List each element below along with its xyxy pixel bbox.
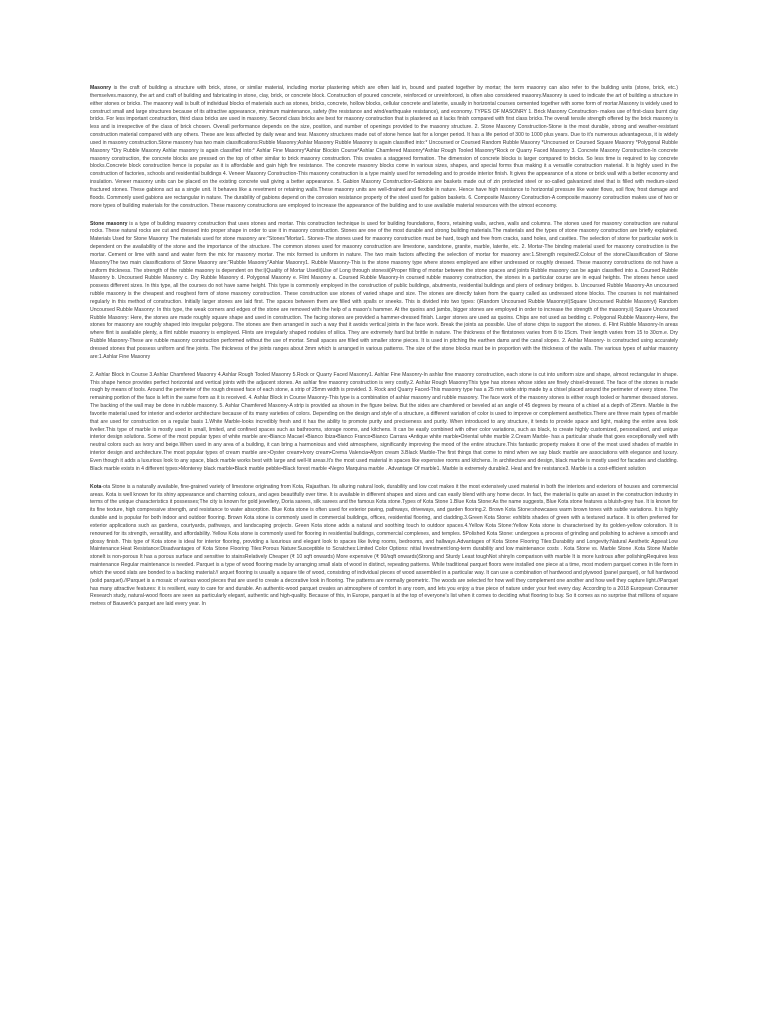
masonry-lead: Masonry: [90, 85, 112, 91]
stone-masonry-text: is a type of building masonry construction that uses stones and mortar. This construction technique is used for building foundations, floors, retaining walls, arches, walls and columns. The stones used for masonry construction are natural rocks. These natural rocks are cut and dressed into proper shape in order to use it in masonry construction. Stones are one of the most durable and strong building materials.The materials and the types of stone masonry construction are briefly explained. Materials Used for Stone Masonry The materials used for stone masonry are:"Stones"Mortar1. Stones-The stones used for masonry construction must be hard, tough and free from cracks, sand holes, and cavities. The selection of stone for particular work is dependent on the availability of the stone and the importance of the structure. The common stones used for masonry construction are limestone, sandstone, granite, marble, laterite, etc. 2. Mortar-The binding material used for masonry construction is the mortar. Cement or lime with sand and water form the mix for masonry mortar. The mix formed is uniform in nature. The two main factors affecting the selection of mortar for masonry are:1.Strength required2.Colour of the stoneClassification of Stone MasonryThe two main classifications of Stone Masonry are:"Rubble Masonry"Ashlar Masonry1. Rubble Masonry-This is the stone masonry type where stones employed are either undressed or roughly dressed. These masonry constructions do not have a uniform thickness. The strength of the rubble masonry is dependent on the:i)Quality of Mortar Usedii)Use of Long through stonesiii)Proper filling of mortar between the stone spaces and joints Rubble masonry can be again classified into a. Coursed Rubble Masonry b. Uncoursed Rubble Masonry c. Dry Rubble Masonry d. Polygonal Masonry e. Flint Masonry a. Coursed Rubble Masonry-In coursed rubble masonry construction, the stones in a particular course are in equal heights. The stones hence used possess different sizes. In this type, all the courses do not have same height. This type is commonly employed in the construction of public buildings, abutments, residential buildings and piers of ordinary bridges. b. Uncoursed Rubble Masonry-An uncoursed rubble masonry is the cheapest and roughest form of stone masonry construction. These construction use stones of varied shape and size. The stones are directly taken from the quarry called as undressed stone blocks. The courses is not maintained regularly in this method of construction. Initially larger stones are laid first. The spaces between them are filled with spalls or sneeks. This is divided into two types: i)Random Uncoursed Rubble Masonryii)Square Uncoursed Rubble Masonryi) Random Uncoursed Rubble Masonry: In this type, the weak corners and edges of the stone are removed with the help of a mason's hammer. At the quoins and jambs, bigger stones are employed in order to increase the strength of the masonry.ii) Square Uncoursed Rubble Masonry: Here, the stones are made roughly square shape and used in construction. The facing stones are provided a hammer-dressed finish. Larger stones are used as quoins. Chips are not used as bedding c. Polygonal Rubble Masonry-Here, the stones for masonry are roughly shaped into irregular polygons. The stones are then arranged in such a way that it avoids vertical joints in the face work. Break the joints as possible. Use of stone chips to support the stones. d. Flint Rubble Masonry-In areas where flint is available plenty, a flint rubble masonry is employed. Flints are irregularly shaped nodules of silica. They are extremely hard but brittle in nature. The thickness of the flintstones varies from 8 to 15cm. Their length varies from 15 to 30cm.e. Dry Rubble Masonry-These are rubble masonry construction performed without the use of mortar. Small spaces are filled with smaller stone pieces. It is used in pitching the earthen dams and the canal slopes. 2. Ashlar Masonry- is constructed using accurately dressed stones that possess uniform and fine joints. The thickness of the joints ranges about 3mm which is arranged in various patterns. The size of the stone blocks must be in proportion with the thickness of the walls. The various types of ashlar masonry are:1.Ashlar Fine Masonry: [90, 220, 678, 360]
stone-masonry-paragraph: [90, 221, 678, 362]
ashlar-marble-text: 2. Ashlar Block in Course 3.Ashlar Chamfered Masonry 4.Ashlar Rough Tooled Masonry 5.Rock or Quarry Faced Masonry1. Ashlar Fine Masonry-In ashlar fine masonry construction, each stone is cut into uniform size and shape, almost rectangular in shape. This shape hence provides perfect horizontal and vertical joints with the adjacent stones. An ashlar fine masonry construction is very costly.2. Ashlar Rough MasonryThis type has stones whose sides are finely chisel-dressed. The face of the stones is made rough by means of tools. Around the perimeter of the rough dressed face of each stone, a strip of 25mm width is provided. 3. Rock and Quarry Faced-This masonry type has a 25 mm wide strip made by a chisel placed around the perimeter of every stone. The remaining portion of the face is left in the same form as it is received. 4. Ashlar Block in Course Masonry-This type is a combination of ashlar masonry and rubble masonry. The face work of the masonry stones is either rough tooled or hammer dressed stones. The backing of the wall may be done in rubble masonry. 5. Ashlar Chamfered Masonry-A strip is provided as shown in the figure below. But the sides are chamfered or beveled at an angle of 45 degrees by means of a chisel at a depth of 25mm. Marble is the favorite material used for interior and exterior architecture because of its many varieties of colors. Depending on the design and style of a structure, a different variation of color is used to improve or complement aesthetics.There are three main types of marble that are used for construction on a regular basis 1.White Marble-looks incredibly fresh and it has the ability to promote purity and preciseness and purity. When introduced to any structure, it tends to provide space and light, making the entire area look livelier.This type of marble is mostly used in small, limited, and confined spaces such as bathrooms, storage rooms, and kitchens. It can be easily combined with other color variations, such as black, to create highly customized, personalized, and unique interior design solutions. Some of the most popular types of white marble are:•Bianco Macael •Bianco Ibiza•Bianco Franco•Bianco Carrara •Antique white marble•Oriental white marble 2.Cream Marble- has a particular shade that goes exceptionally well with neutral colors such as ivory and beige.When used in any area of a building, it can bring a harmonious and vivid atmosphere, significantly improving the mood of the entire structure.This fantastic property makes it one of the most used shades of marble in interior design and architecture.The most popular types of cream marble are:•Oyster cream•Ivory cream•Crema Valencia•Afyon cream 3.Black Marble-The first things that come to mind when we say black marble are associations with elegance and luxury. Even though it adds a luxurious look to any space, black marble works best with large and well-lit areas.It's the most used material in spaces like expensive rooms and kitchens. In architecture and design, black marble is mostly used for facades and cladding. Black marble exists in 4 different types:•Monterey black marble•Black marble pebble•Black forest marble •Negro Marquina marble . Advantage Of marble1. Marble is extremely durable2. Heat and fire resistance3. Marble is a cost-efficient solution: [90, 371, 678, 472]
kota-lead: Kota: [90, 483, 102, 490]
stone-masonry-lead: Stone masonry: [90, 220, 128, 227]
ashlar-marble-paragraph: [90, 372, 678, 474]
kota-parquet-text: -ota Stone is a naturally available, fine-grained variety of limestone originating from Kota, Rajasthan. Its alluring natural look, durability and low cost makes it the most extensively used material in both the interiors and exteriors of houses and commercial areas. Kota is well known for its shiny appearance and charming colours, and ages beautifully over time. It is available in different shapes and sizes and can easily blend with any home decor. In fact, the material is quite an asset in the construction industry in terms of the unique characteristics it possesses;The city is known for gold jewellery, Doria sarees, silk sarees and the famous Kota stone.Types of Kota Stone 1.Blue Kota Stone:As the name suggests, Blue Kota stone features a bluish-grey hue. It is known for its fine texture, high compressive strength, and resistance to water absorption. Blue Kota stone is often used for exterior paving, pathways, driveways, and garden flooring.2. Brown Kota Stone:showcases warm brown tones with subtle variations. It is highly durable and is popular for both indoor and outdoor flooring. Brown Kota stone is commonly used in commercial buildings, offices, residential flooring, and cladding.3.Green Kota Stone: exhibits shades of green with a textured surface. It is often preferred for exterior applications such as gardens, courtyards, pathways, and landscaping projects. Green Kota stone adds a natural and soothing touch to outdoor spaces.4.Yellow Kota Stone:Yellow Kota stone is characterised by its golden-yellow coloration. It is renowned for its strength, versatility, and affordability. Yellow Kota stone is commonly used for flooring in residential buildings, commercial complexes, and temples. 5Polished Kota Stone: undergoes a process of grinding and polishing to achieve a smooth and glossy finish. This type of Kota stone is ideal for interior flooring, providing a luxurious and elegant look to spaces like living rooms, bedrooms, and hallways.Advantages of Kota Stone Flooring Tiles:Durability and Longevity:Natural Aesthetic Appeal:Low Maintenance:Heat Resistance:Disadvantages of Kota Stone Flooring Tiles:Porous Nature:Susceptible to Scratches:Limited Color Options: nitial Investment:long-term durability and low maintenance costs . Kota Stone vs. Marble Stone .Kota Stone Marble stoneIt is non-porous It has a porous surface and sensitive to stainsRelatively Cheaper (₹ 10 sqft onwards) More expensive (₹ 90/sqft onwards)Strong and Sturdy Least toughNot shinyIn comparison with marble It is more lustrous after polishingRequires less maintenance Regular maintenance is needed. Parquet is a type of wood flooring made by arranging small slats of wood in distinct, repeating patterns. While traditional parquet floors were installed one piece at a time, most modern parquet comes in tile form in which the wood slats are bonded to a backing material:// arquet flooring is usually a square tile of wood, consisting of individual pieces of wood assembled in a particular way. It can use a combination of hardwood and plywood (panel parquet), or full hardwood (solid parquet).//Parquet is a mosaic of various wood pieces that are used to create a decorative look in flooring. The patterns are normally geometric. The woods are selected for how well they complement one another and how well they capture light.//Parquet has many attractive features: it is resilient, easy to care for and durable. An authentic-wood parquet creates an atmosphere of comfort in any room, and lets you enjoy a true piece of nature under your feet every day. According to a 2018 European Consumer Research study, natural-wood floors are seen as particularly elegant, authentic and high-quality. Because of this, in Europe, parquet is at the top of everyone's list when it comes to deciding what flooring to buy. So it comes as no surprise that millions of square metres of Bauwerk's parquet are laid every year. In: [90, 483, 678, 608]
kota-parquet-paragraph: [90, 484, 678, 610]
masonry-paragraph: [90, 85, 678, 211]
masonry-text: is the craft of building a structure with brick, stone, or similar material, including mortar plastering which are often laid in, bound and pasted together by mortar; the term masonry can also refer to the building units (stone, brick, etc.) themselves.masonry, the art and craft of building and fabricating in stone, clay, brick, or concrete block. Construction of poured concrete, reinforced or unreinforced, is often also considered masonry.Masonry is used to indicate the art of building a structure in either stones or bricks. The masonry wall is built of individual blocks of materials such as stones, bricks, concrete, hollow blocks, cellular concrete and laterite, usually in horizontal courses cemented together with some form of mortar.Masonry is widely used to construct small and large structures because of its attractive appearance, minimum maintenance, safety (fire resistance and wind/earthquake resistance), and economy. TYPES OF MASONRY 1. Brick Masonry Construction- makes use of first-class burnt clay bricks. For less important construction, third class bricks are used in masonry. Second class bricks are best for masonry construction that is plastered as it lacks finish compared with first class bricks.The overall tensile strength offered by the brick masonry is less and is irrespective of the class of brick chosen. Overall performance depends on the size, position, and number of openings provided to the masonry structure. 2. Stone Masonry Construction-Stone is the most durable, strong and weather-resistant construction material compared with any others. These are less affected by daily wear and tear. Masonry structures made out of stone hence last for a longer period. It has a life period of 300 to 1000 plus years. Due to it's numerous advantageous, it is widely used in masonry construction.Stone masonry has two main classifications:Rubble Masonry;Ashlar Masonry Rubble Masonry is again classified into:* Uncoursed or Coursed Random Rubble Masonry *Uncoursed or Coursed Square Masonry *Polygonal Rubble Masonry *Dry Rubble Masonry Ashlar masonry is again classified into:* Ashlar Fine Masonry*Ashlar Blockin Course*Ashlar Chamfered Masonry*Ashlar Rough Tooled Masonry*Rock or Quarry Faced Masonry 3. Concrete Masonry Construction-In concrete masonry construction, the concrete blocks are pressed on the top of other similar to brick masonry construction. This creates a staggered formation. The dimension of concrete blocks is larger compared to bricks. So less time is required to lay concrete blocks.Concrete block construction hence is popular as it is affordable and gain high fire resistance. The concrete masonry blocks come in various sizes, shapes, and special forms thus making it a versatile construction material. It is highly used in the construction of factories, schools and residential buildings 4. Veneer Masonry Construction-This masonry construction is a type mainly used for remodeling and to provide interior finish. It gives the appearance of a stone or brick wall with a better economy and insulation. Veneer masonry units can be placed on the existing concrete wall giving a better appearance. 5. Gabion Masonry Construction-Gabions are baskets made out of zin protected steel or so-called galvanized steel that is filled with medium-sized fractured stones. These gabions act as a single unit. It behaves like a revetment or retaining walls.These masonry units are well-drained and flexible in nature. Hence have high resistance to horizontal pressure like water flows, soil flow, frost damage and floods. Commonly used gabions are rectangular in nature. The durability of gabions depend on the corrosion resistance property of the steel used for gabion baskets. 6. Composite Masonry Construction-A composite masonry construction makes use of two or more types of building materials for the construction. These masonry constructions are employed to increase the appearance of the building and to use available material resources with the utmost economy.: [90, 85, 678, 209]
